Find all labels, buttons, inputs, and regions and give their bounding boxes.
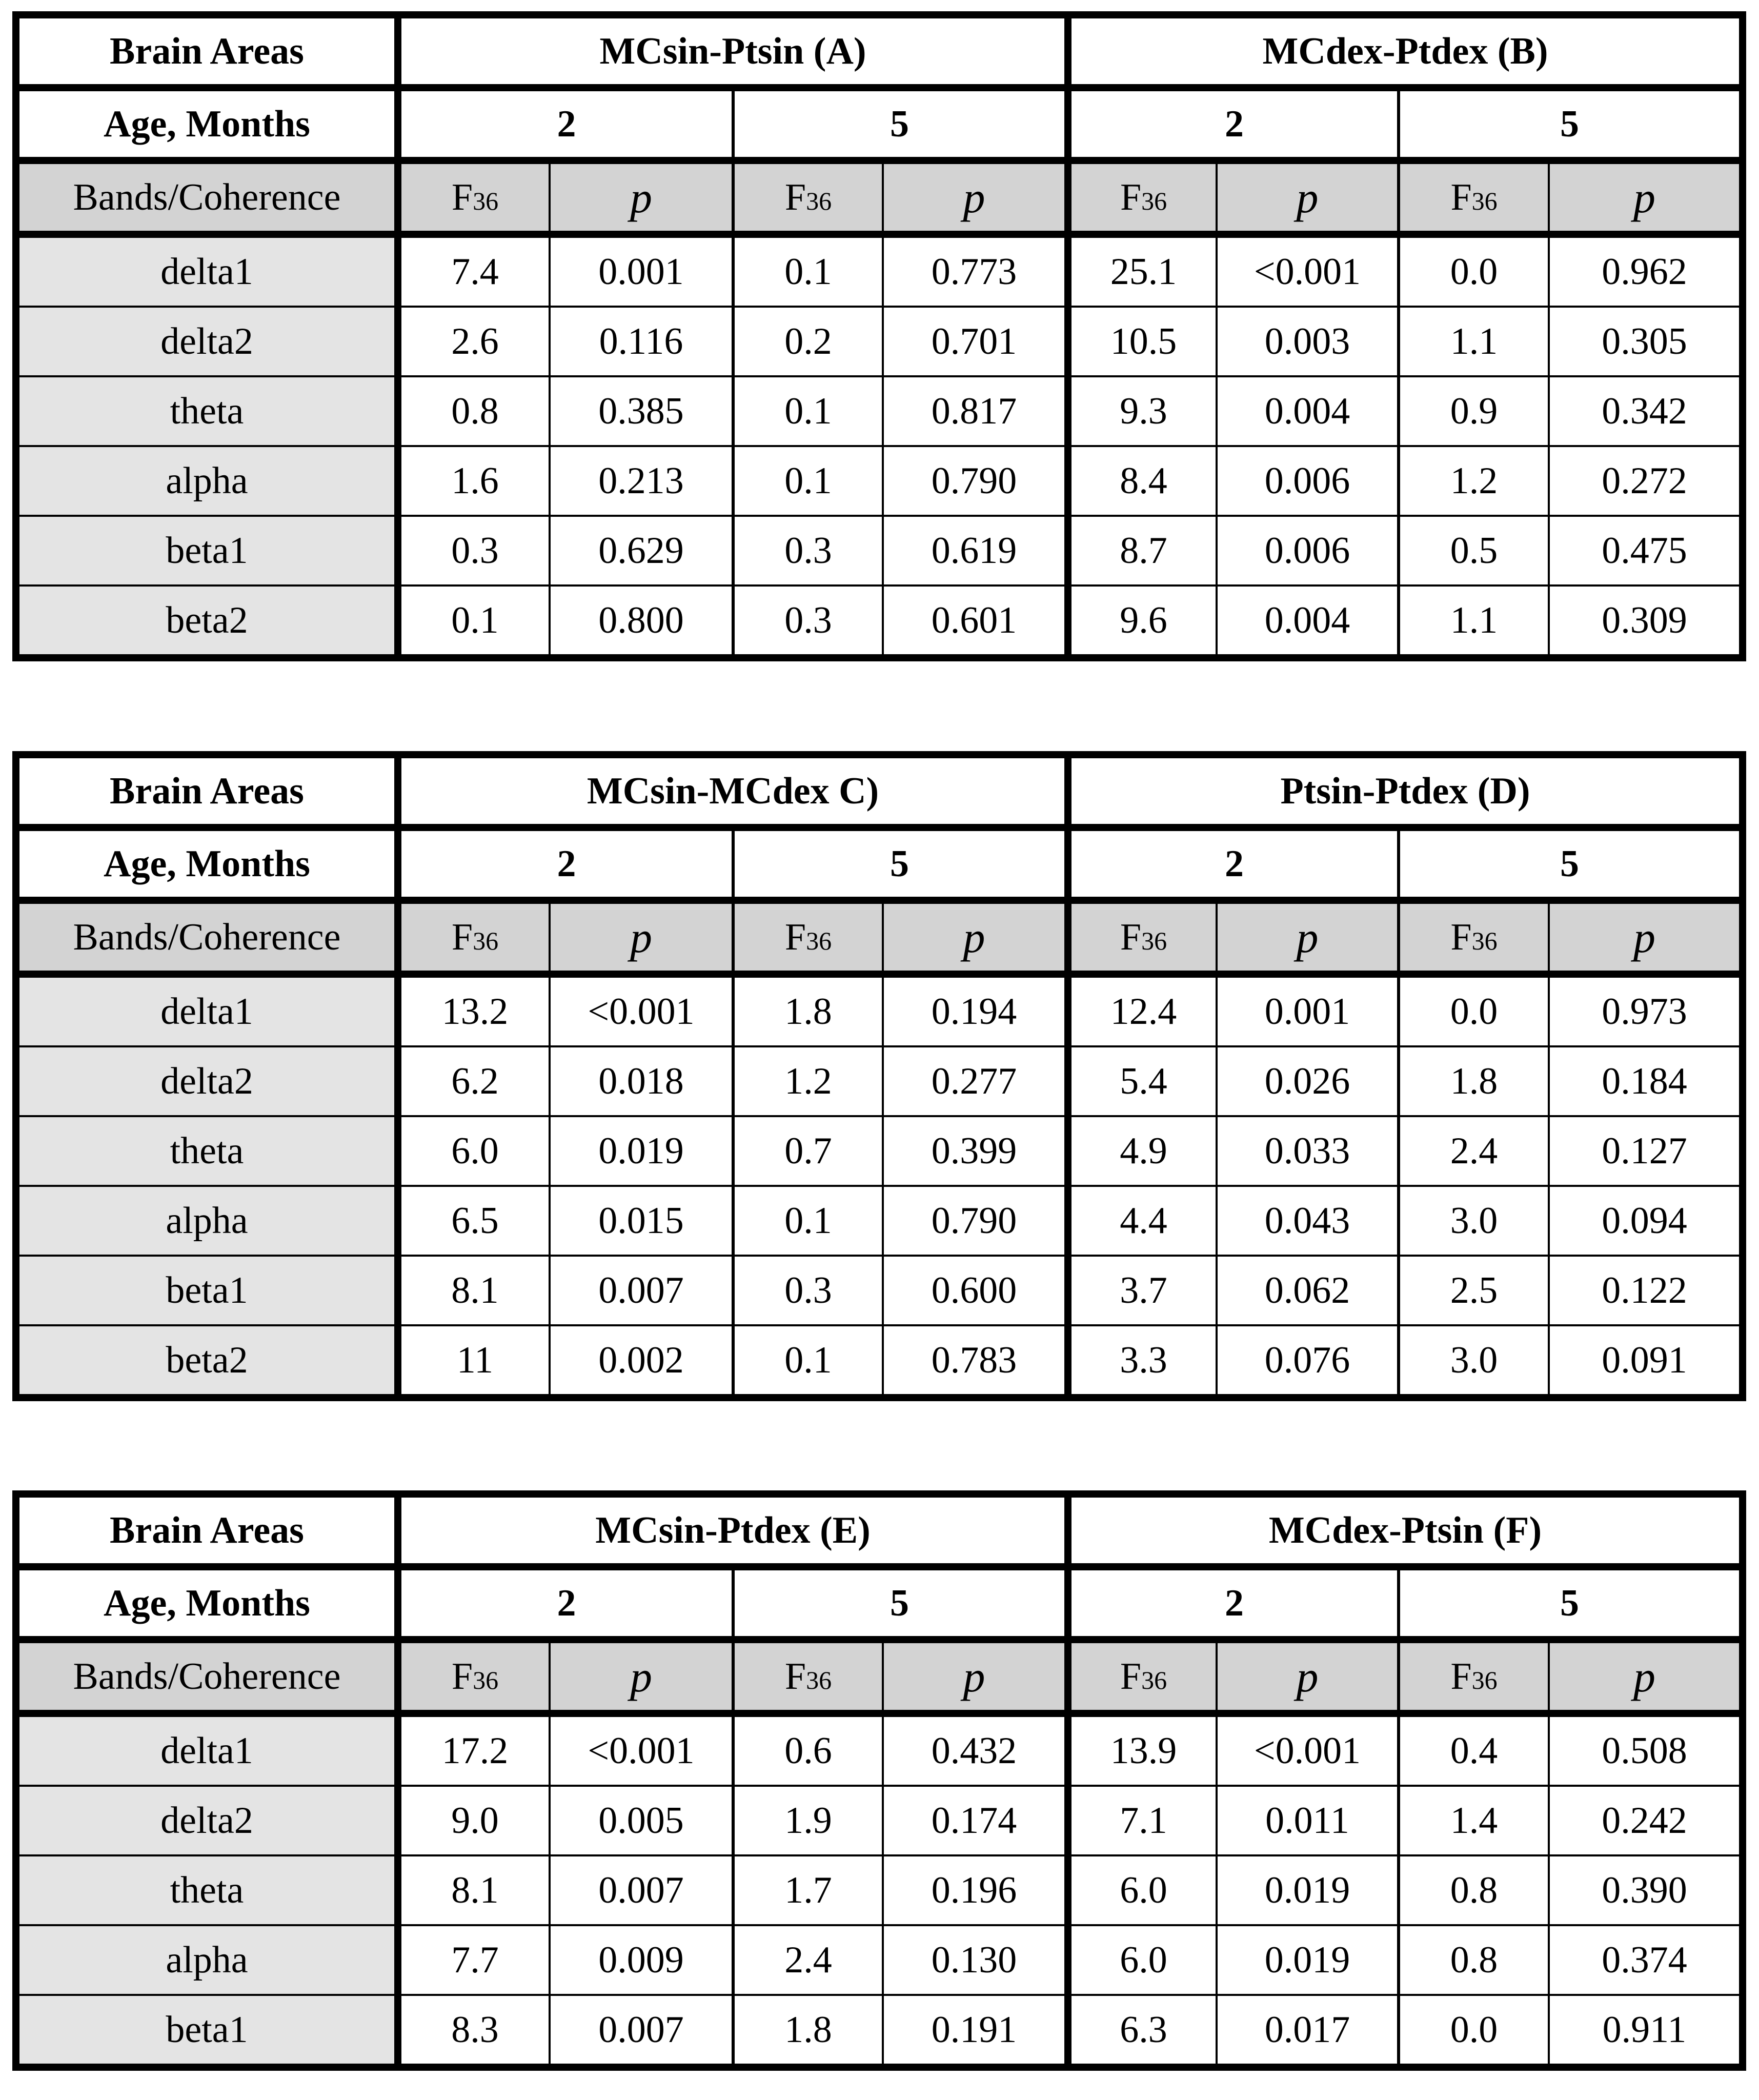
f-value-cell: 6.0 (398, 1116, 550, 1186)
p-value-cell: 0.508 (1549, 1713, 1743, 1786)
f-stat-header: F36 (398, 160, 550, 234)
f-value-cell: 0.1 (733, 1186, 883, 1256)
p-value-cell: 0.174 (883, 1786, 1068, 1855)
p-value-cell: 0.003 (1217, 307, 1399, 376)
f-value-cell: 7.1 (1068, 1786, 1217, 1855)
p-value-cell: 0.004 (1217, 585, 1399, 658)
p-value-cell: 0.122 (1549, 1256, 1743, 1325)
band-label: delta2 (16, 1046, 398, 1116)
p-value-cell: 0.127 (1549, 1116, 1743, 1186)
f-value-cell: 7.7 (398, 1925, 550, 1995)
f-stat-header: F36 (398, 1640, 550, 1713)
f-value-cell: 0.2 (733, 307, 883, 376)
p-value-header: p (1217, 160, 1399, 234)
f-value-cell: 0.0 (1399, 1995, 1549, 2067)
age-row (16, 88, 1743, 160)
table-row (16, 1713, 1743, 1786)
f-value-cell: 9.6 (1068, 585, 1217, 658)
table-row (16, 1855, 1743, 1925)
table-row (16, 516, 1743, 585)
age-5-header: 5 (1399, 827, 1743, 900)
p-value-cell: 0.062 (1217, 1256, 1399, 1325)
p-value-cell: 0.018 (550, 1046, 733, 1116)
group-header: Ptsin-Ptdex (D) (1068, 755, 1743, 827)
age-2-header: 2 (1068, 827, 1399, 900)
f-stat-header: F36 (733, 900, 883, 974)
p-value-cell: 0.277 (883, 1046, 1068, 1116)
f-stat-header: F36 (1068, 160, 1217, 234)
f-value-cell: 6.2 (398, 1046, 550, 1116)
p-value-cell: 0.242 (1549, 1786, 1743, 1855)
f-value-cell: 11 (398, 1325, 550, 1398)
band-label: delta2 (16, 307, 398, 376)
bands-coherence-label: Bands/Coherence (16, 1640, 398, 1713)
p-value-cell: <0.001 (550, 1713, 733, 1786)
p-value-cell: 0.017 (1217, 1995, 1399, 2067)
p-value-cell: 0.015 (550, 1186, 733, 1256)
p-value-cell: 0.007 (550, 1855, 733, 1925)
p-value-cell: 0.006 (1217, 516, 1399, 585)
table-row (16, 446, 1743, 516)
f-value-cell: 1.1 (1399, 585, 1549, 658)
table-row (16, 585, 1743, 658)
group-header: MCdex-Ptdex (B) (1068, 15, 1743, 88)
f-value-cell: 1.8 (733, 974, 883, 1046)
f-value-cell: 0.1 (398, 585, 550, 658)
f-value-cell: 1.8 (733, 1995, 883, 2067)
p-value-cell: <0.001 (550, 974, 733, 1046)
brain-areas-label: Brain Areas (16, 755, 398, 827)
band-label: beta2 (16, 585, 398, 658)
p-value-header: p (1217, 900, 1399, 974)
table-row (16, 1995, 1743, 2067)
p-value-header: p (1549, 160, 1743, 234)
band-label: delta2 (16, 1786, 398, 1855)
band-label: delta1 (16, 974, 398, 1046)
p-value-cell: 0.432 (883, 1713, 1068, 1786)
f-value-cell: 1.1 (1399, 307, 1549, 376)
f-stat-header: F36 (398, 900, 550, 974)
p-value-cell: 0.094 (1549, 1186, 1743, 1256)
p-value-cell: 0.342 (1549, 376, 1743, 446)
p-value-cell: 0.130 (883, 1925, 1068, 1995)
p-value-cell: <0.001 (1217, 1713, 1399, 1786)
table-row (16, 1256, 1743, 1325)
p-value-cell: 0.790 (883, 446, 1068, 516)
f-value-cell: 0.3 (733, 585, 883, 658)
stat-header-row (16, 900, 1743, 974)
p-value-cell: 0.962 (1549, 234, 1743, 307)
f-value-cell: 8.1 (398, 1855, 550, 1925)
f-value-cell: 13.9 (1068, 1713, 1217, 1786)
f-value-cell: 25.1 (1068, 234, 1217, 307)
group-header: MCsin-Ptdex (E) (398, 1494, 1068, 1567)
f-value-cell: 6.3 (1068, 1995, 1217, 2067)
age-2-header: 2 (398, 88, 733, 160)
p-value-cell: 0.399 (883, 1116, 1068, 1186)
p-value-cell: 0.011 (1217, 1786, 1399, 1855)
p-value-cell: 0.305 (1549, 307, 1743, 376)
p-value-cell: 0.390 (1549, 1855, 1743, 1925)
f-value-cell: 13.2 (398, 974, 550, 1046)
f-stat-header: F36 (1399, 900, 1549, 974)
p-value-cell: 0.701 (883, 307, 1068, 376)
f-value-cell: 1.2 (733, 1046, 883, 1116)
band-label: beta2 (16, 1325, 398, 1398)
f-value-cell: 0.8 (398, 376, 550, 446)
f-value-cell: 6.0 (1068, 1855, 1217, 1925)
f-value-cell: 0.0 (1399, 234, 1549, 307)
p-value-cell: 0.076 (1217, 1325, 1399, 1398)
p-value-cell: 0.006 (1217, 446, 1399, 516)
p-value-header: p (1549, 1640, 1743, 1713)
bands-coherence-label: Bands/Coherence (16, 900, 398, 974)
f-value-cell: 2.5 (1399, 1256, 1549, 1325)
f-value-cell: 0.7 (733, 1116, 883, 1186)
p-value-cell: 0.309 (1549, 585, 1743, 658)
p-value-cell: 0.272 (1549, 446, 1743, 516)
p-value-cell: 0.196 (883, 1855, 1068, 1925)
p-value-cell: 0.194 (883, 974, 1068, 1046)
p-value-header: p (883, 160, 1068, 234)
age-months-label: Age, Months (16, 88, 398, 160)
p-value-header: p (883, 1640, 1068, 1713)
f-value-cell: 1.6 (398, 446, 550, 516)
table-row (16, 234, 1743, 307)
brain-areas-row (16, 1494, 1743, 1567)
f-stat-header: F36 (1399, 1640, 1549, 1713)
p-value-header: p (550, 160, 733, 234)
p-value-header: p (1549, 900, 1743, 974)
p-value-cell: 0.601 (883, 585, 1068, 658)
p-value-header: p (1217, 1640, 1399, 1713)
table-row (16, 974, 1743, 1046)
p-value-header: p (550, 900, 733, 974)
age-months-label: Age, Months (16, 827, 398, 900)
p-value-cell: 0.629 (550, 516, 733, 585)
statistics-table (12, 1490, 1746, 2071)
p-value-cell: 0.007 (550, 1256, 733, 1325)
band-label: delta1 (16, 1713, 398, 1786)
f-value-cell: 0.5 (1399, 516, 1549, 585)
f-value-cell: 0.1 (733, 446, 883, 516)
p-value-cell: 0.009 (550, 1925, 733, 1995)
band-label: alpha (16, 1925, 398, 1995)
f-value-cell: 0.3 (733, 516, 883, 585)
p-value-cell: 0.817 (883, 376, 1068, 446)
p-value-cell: 0.184 (1549, 1046, 1743, 1116)
age-5-header: 5 (733, 1567, 1068, 1640)
table-row (16, 1116, 1743, 1186)
f-value-cell: 9.0 (398, 1786, 550, 1855)
p-value-cell: 0.790 (883, 1186, 1068, 1256)
band-label: alpha (16, 446, 398, 516)
f-value-cell: 0.4 (1399, 1713, 1549, 1786)
band-label: theta (16, 376, 398, 446)
brain-areas-label: Brain Areas (16, 15, 398, 88)
table-row (16, 1925, 1743, 1995)
band-label: theta (16, 1855, 398, 1925)
f-value-cell: 0.8 (1399, 1855, 1549, 1925)
band-label: beta1 (16, 1995, 398, 2067)
f-value-cell: 17.2 (398, 1713, 550, 1786)
age-5-header: 5 (1399, 88, 1743, 160)
p-value-cell: 0.783 (883, 1325, 1068, 1398)
bands-coherence-label: Bands/Coherence (16, 160, 398, 234)
f-value-cell: 10.5 (1068, 307, 1217, 376)
age-5-header: 5 (733, 827, 1068, 900)
f-value-cell: 0.3 (733, 1256, 883, 1325)
band-label: theta (16, 1116, 398, 1186)
band-label: beta1 (16, 1256, 398, 1325)
p-value-cell: 0.019 (1217, 1925, 1399, 1995)
p-value-cell: 0.213 (550, 446, 733, 516)
table-row (16, 307, 1743, 376)
p-value-cell: 0.911 (1549, 1995, 1743, 2067)
f-value-cell: 8.4 (1068, 446, 1217, 516)
f-value-cell: 5.4 (1068, 1046, 1217, 1116)
age-5-header: 5 (1399, 1567, 1743, 1640)
f-value-cell: 6.0 (1068, 1925, 1217, 1995)
f-value-cell: 1.4 (1399, 1786, 1549, 1855)
p-value-cell: 0.005 (550, 1786, 733, 1855)
f-value-cell: 2.6 (398, 307, 550, 376)
table-row (16, 1325, 1743, 1398)
p-value-cell: 0.019 (550, 1116, 733, 1186)
f-value-cell: 0.3 (398, 516, 550, 585)
f-stat-header: F36 (733, 1640, 883, 1713)
group-header: MCdex-Ptsin (F) (1068, 1494, 1743, 1567)
p-value-cell: 0.973 (1549, 974, 1743, 1046)
brain-areas-row (16, 755, 1743, 827)
f-value-cell: 0.8 (1399, 1925, 1549, 1995)
f-value-cell: 1.9 (733, 1786, 883, 1855)
p-value-cell: 0.800 (550, 585, 733, 658)
f-value-cell: 8.3 (398, 1995, 550, 2067)
stat-header-row (16, 160, 1743, 234)
p-value-cell: 0.773 (883, 234, 1068, 307)
p-value-header: p (550, 1640, 733, 1713)
table-row (16, 1046, 1743, 1116)
f-value-cell: 2.4 (1399, 1116, 1549, 1186)
p-value-cell: 0.001 (550, 234, 733, 307)
f-value-cell: 4.4 (1068, 1186, 1217, 1256)
p-value-cell: 0.001 (1217, 974, 1399, 1046)
p-value-cell: 0.116 (550, 307, 733, 376)
f-value-cell: 2.4 (733, 1925, 883, 1995)
p-value-cell: 0.374 (1549, 1925, 1743, 1995)
p-value-cell: 0.033 (1217, 1116, 1399, 1186)
f-stat-header: F36 (733, 160, 883, 234)
f-stat-header: F36 (1068, 1640, 1217, 1713)
table-row (16, 376, 1743, 446)
p-value-cell: 0.004 (1217, 376, 1399, 446)
p-value-cell: 0.385 (550, 376, 733, 446)
age-2-header: 2 (1068, 1567, 1399, 1640)
f-value-cell: 8.7 (1068, 516, 1217, 585)
f-value-cell: 7.4 (398, 234, 550, 307)
f-value-cell: 0.0 (1399, 974, 1549, 1046)
p-value-cell: 0.475 (1549, 516, 1743, 585)
band-label: beta1 (16, 516, 398, 585)
age-5-header: 5 (733, 88, 1068, 160)
f-value-cell: 4.9 (1068, 1116, 1217, 1186)
f-stat-header: F36 (1399, 160, 1549, 234)
group-header: MCsin-Ptsin (A) (398, 15, 1068, 88)
f-value-cell: 0.1 (733, 1325, 883, 1398)
age-2-header: 2 (1068, 88, 1399, 160)
p-value-cell: 0.007 (550, 1995, 733, 2067)
age-row (16, 827, 1743, 900)
f-value-cell: 3.0 (1399, 1186, 1549, 1256)
f-value-cell: 8.1 (398, 1256, 550, 1325)
f-value-cell: 0.1 (733, 234, 883, 307)
statistics-table (12, 751, 1746, 1401)
stat-header-row (16, 1640, 1743, 1713)
f-value-cell: 1.7 (733, 1855, 883, 1925)
f-value-cell: 0.9 (1399, 376, 1549, 446)
f-value-cell: 3.3 (1068, 1325, 1217, 1398)
p-value-cell: 0.002 (550, 1325, 733, 1398)
brain-areas-row (16, 15, 1743, 88)
statistics-table (12, 11, 1746, 661)
f-value-cell: 3.7 (1068, 1256, 1217, 1325)
p-value-cell: 0.043 (1217, 1186, 1399, 1256)
f-value-cell: 6.5 (398, 1186, 550, 1256)
age-2-header: 2 (398, 827, 733, 900)
p-value-cell: <0.001 (1217, 234, 1399, 307)
table-row (16, 1186, 1743, 1256)
p-value-header: p (883, 900, 1068, 974)
age-months-label: Age, Months (16, 1567, 398, 1640)
f-value-cell: 1.2 (1399, 446, 1549, 516)
f-value-cell: 1.8 (1399, 1046, 1549, 1116)
age-row (16, 1567, 1743, 1640)
band-label: alpha (16, 1186, 398, 1256)
band-label: delta1 (16, 234, 398, 307)
f-value-cell: 9.3 (1068, 376, 1217, 446)
p-value-cell: 0.026 (1217, 1046, 1399, 1116)
p-value-cell: 0.191 (883, 1995, 1068, 2067)
p-value-cell: 0.091 (1549, 1325, 1743, 1398)
brain-areas-label: Brain Areas (16, 1494, 398, 1567)
age-2-header: 2 (398, 1567, 733, 1640)
f-value-cell: 12.4 (1068, 974, 1217, 1046)
p-value-cell: 0.019 (1217, 1855, 1399, 1925)
p-value-cell: 0.600 (883, 1256, 1068, 1325)
table-row (16, 1786, 1743, 1855)
group-header: MCsin-MCdex C) (398, 755, 1068, 827)
p-value-cell: 0.619 (883, 516, 1068, 585)
f-value-cell: 0.1 (733, 376, 883, 446)
f-stat-header: F36 (1068, 900, 1217, 974)
f-value-cell: 0.6 (733, 1713, 883, 1786)
f-value-cell: 3.0 (1399, 1325, 1549, 1398)
